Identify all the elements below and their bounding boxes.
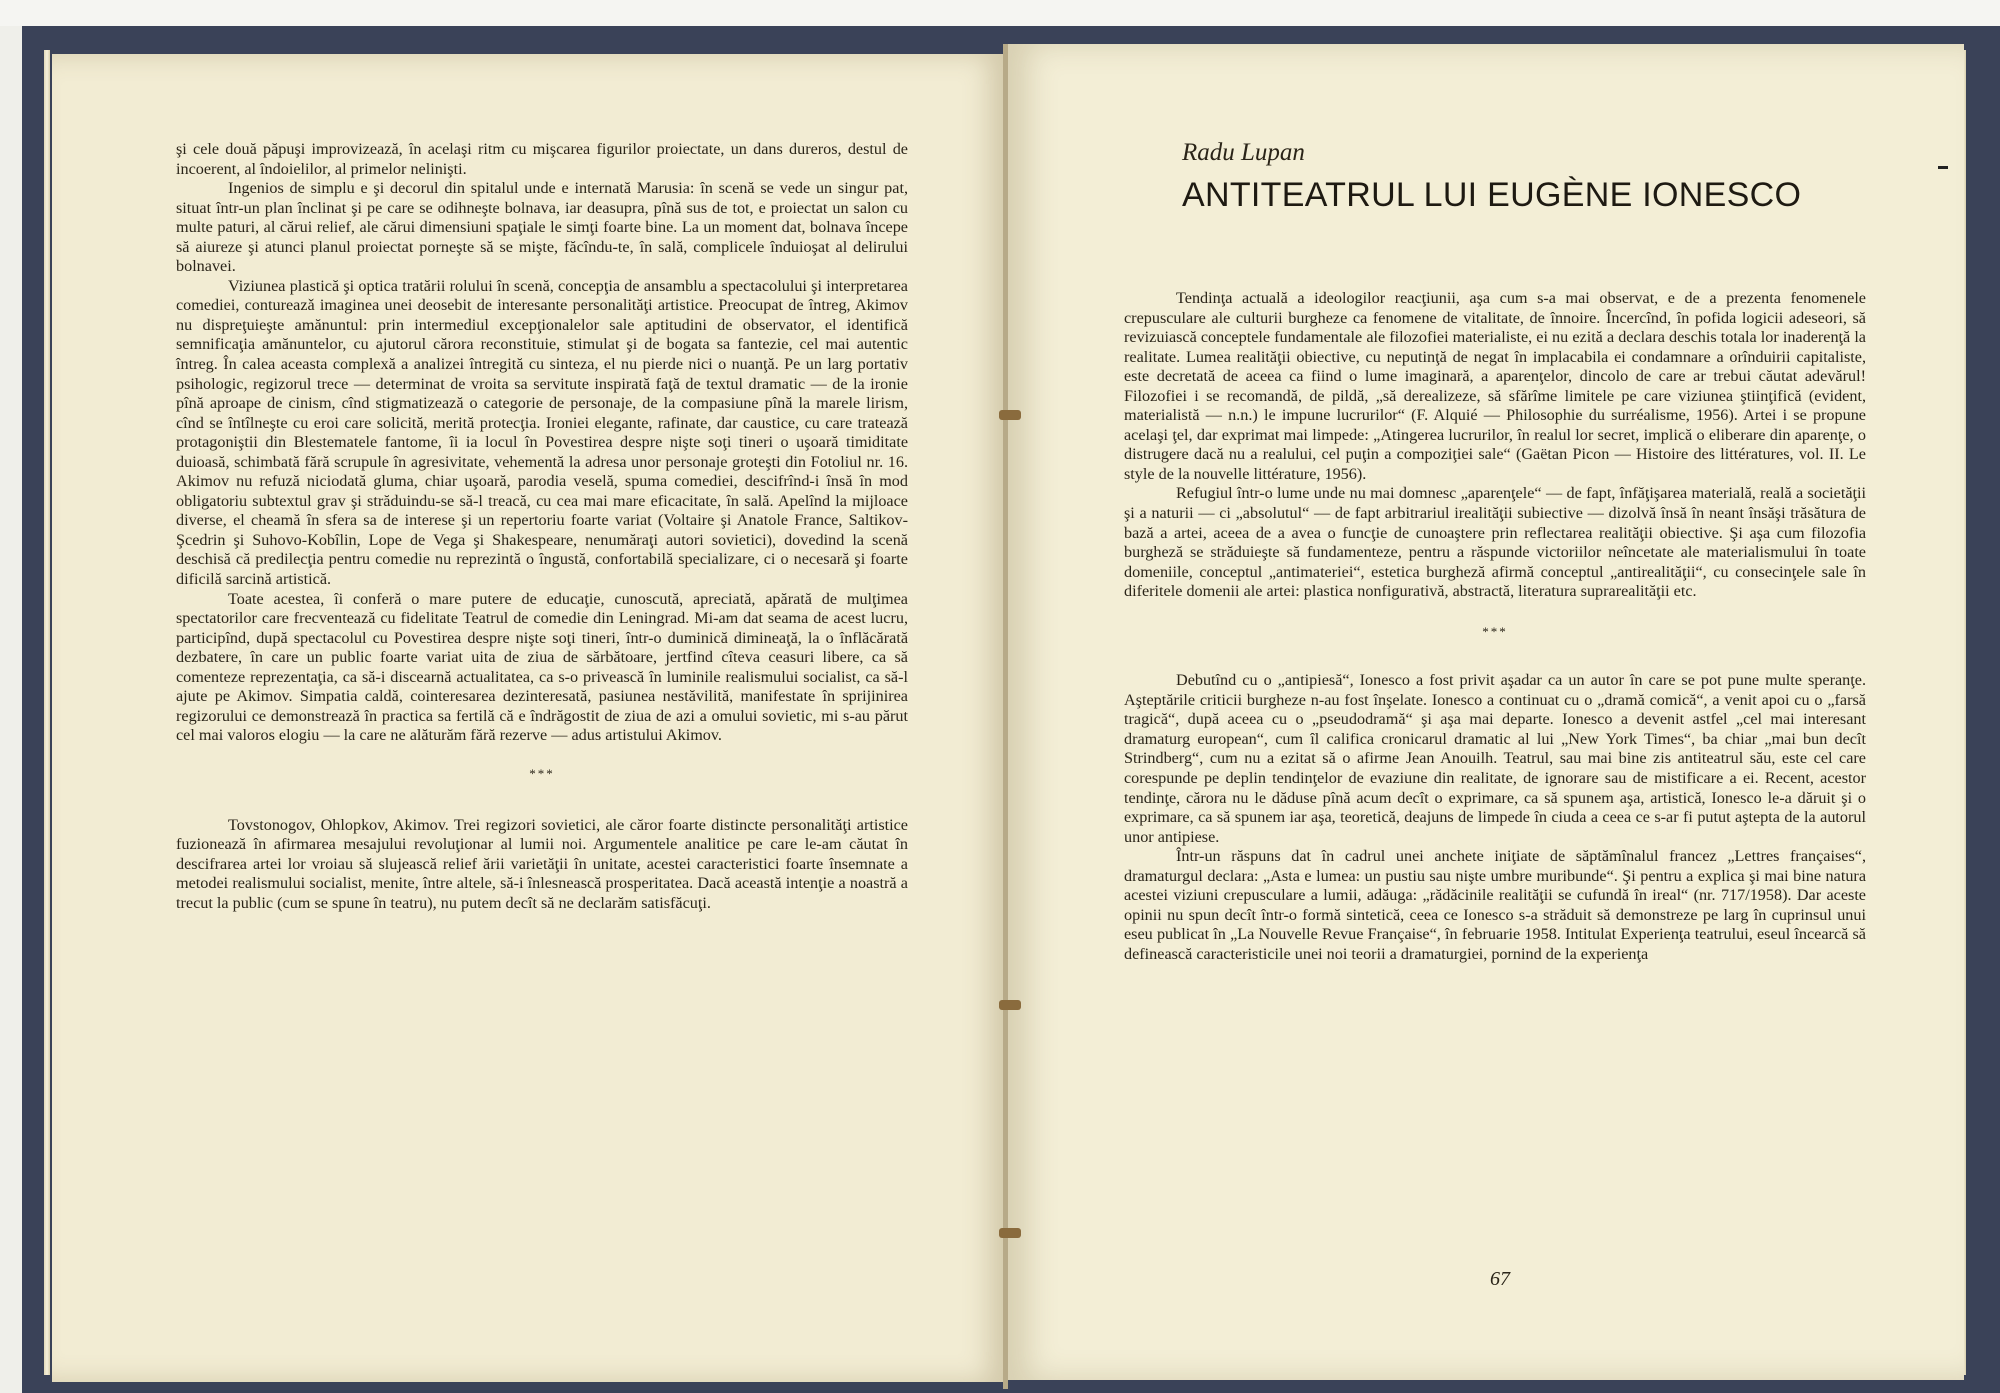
right-page-text: [1124, 289, 1866, 965]
article-title: ANTITEATRUL LUI EUGÈNE IONESCO: [1182, 176, 1802, 214]
book-gutter: [1003, 44, 1008, 1389]
page-number: 67: [1490, 1268, 1510, 1290]
right-paragraph: Tendinţa actuală a ideologilor reacţiunii, aşa cum s-a mai observat, e de a prezenta fenomenele crepusculare ale culturii burgheze ca fenomene de vitalitate, de înnoire. Încercînd, în pofida logicii adeseori, să revizuiască conceptele fundamentale ale filozofiei materialiste, ei nu ezită a declara deschis totala lor inaderenţă la realitate. Lumea realităţii obiective, cu neputinţă de negat în implacabila ei condamnare a orînduirii capitaliste, este decretată de aceea ca fiind o lume imaginară, a aparenţelor, dincolo de care ar trebui căutat adevărul! Filozofiei i se recomandă, de pildă, „să derealizeze, să sfărîme limitele pe care viziunea ştiinţifică (evident, materialistă — n.n.) le impune lucrurilor“ (F. Alquié — Philosophie du surréalisme, 1956). Artei i se propune acelaşi ţel, dar exprimat mai limpede: „Atingerea lucrurilor, în realul lor secret, implică o eliberare din aparenţe, o distrugere dacă nu a realului, cel puţin a compoziţiei sale“ (Gaëtan Picon — Histoire des littératures, vol. II. Le style de la nouvelle littérature, 1956).: [1124, 289, 1866, 483]
binding-stitch: [999, 410, 1021, 420]
margin-mark: [1938, 166, 1948, 169]
right-paragraph: Într-un răspuns dat în cadrul unei anchete iniţiate de săptămînalul francez „Lettres françaises“, dramaturgul declara: „Asta e lumea: un pustiu sau nişte umbre muribunde“. Şi pentru a explica şi mai bine natura acestei viziuni crepusculare a lumii, adăuga: „rădăcinile realităţii se cufundă în ireal“ (nr. 717/1958). Dar aceste opinii nu spun decît într-o formă sintetică, ceea ce Ionesco s-a străduit să demonstreze pe larg în cuprinsul unui eseu publicat în „La Nouvelle Revue Française“, în februarie 1958. Intitulat Experienţa teatrului, eseul încearcă să definească caracteristicile unei noi teorii a dramaturgiei, pornind de la experienţa: [1124, 847, 1866, 963]
left-paragraph: Viziunea plastică şi optica tratării rolului în scenă, concepţia de ansamblu a spectacolului şi interpretarea comediei, contureazǎ imaginea unei deosebit de interesante personalităţi artistice. Preocupat de întreg, Akimov nu dispreţuieşte amănuntul: prin intermediul excepţionalelor sale aptitudini de observator, el identifică semnificaţia amănuntelor, cu ajutorul cărora reconstituie, stimulat şi de bogata sa fantezie, cel mai autentic întreg. În calea aceasta complexă a analizei întregită cu sinteza, el nu pierde nici o nuanţă. Pe un larg portativ psihologic, regizorul trece — determinat de vroita sa servitute inspirată faţă de textul dramatic — de la ironie pînă aproape de cinism, cînd stigmatizează o categorie de personaje, de la compasiune pînă la marele lirism, cînd se întîlneşte cu eroi care solicită, merită protecţia. Ironiei elegante, rafinate, dar caustice, cu care tratează protagoniştii din Blestematele fantome, îi ia locul în Povestirea despre nişte soţi tineri o uşoară timiditate duioasă, schimbată fără scrupule în agresivitate, vehementă la adresa unor personaje groteşti din Fotoliul nr. 16. Akimov nu refuză niciodată gluma, chiar uşoară, parodia veselă, spuma comediei, descifrînd-i însă în mod obligatoriu subtextul grav şi străduindu-se să-l treacă, cu cea mai mare eficacitate, în sală. Apelînd la mijloace diverse, el cheamă în sfera sa de interese şi un repertoriu foarte variat (Voltaire şi Anatole France, Saltikov-Şcedrin şi Suhovo-Kobîlin, Lope de Vega şi Shakespeare, nenumăraţi autori sovietici), dovedind la scenă deschisă că predilecţia pentru comedie nu reprezintă o îngustă, confortabilă specializare, ci o necesară şi foarte dificilă sarcină artistică.: [176, 276, 908, 589]
binding-stitch: [999, 1228, 1021, 1238]
left-paragraph: Toate acestea, îi conferă o mare putere de educaţie, cunoscută, apreciată, apărată de mulţimea spectatorilor care frecventează cu fidelitate Teatrul de comedie din Leningrad. Mi-am dat seama de acest lucru, participînd, după spectacolul cu Povestirea despre nişte soţi tineri, într-o duminică dimineaţă, la o înflăcărată dezbatere, în care un public foarte variat uita de ziua de sărbătoare, jertfind cîteva ceasuri libere, ca să comenteze reprezentaţia, ca să-i discearnă actualitatea, ca s-o privească în luminile realismului socialist, ca să-l ajute pe Akimov. Simpatia caldă, cointeresarea dezinteresată, pasiunea nestăvilită, manifestate în sprijinirea regizorului ce demonstrează în practica sa fertilă că e îndrăgostit de ziua de azi a omului sovietic, mi s-au părut cel mai valoros elogiu — la care ne alăturăm fără rezerve — adus artistului Akimov.: [176, 589, 908, 745]
right-paragraph: Refugiul într-o lume unde nu mai domnesc „aparenţele“ — de fapt, înfăţişarea materială, reală a societăţii şi a naturii — ci „absolutul“ — de fapt arbitrariul irealităţii subiective — dizolvă însă în neant însăşi trăsătura de bază a artei, aceea de a avea o funcţie de cunoaştere prin reflectarea realităţii obiective. Şi aşa cum filozofia burgheză se străduieşte să fundamenteze, pentru a răspunde victoriilor neîncetate ale materialismului în toate domeniile, conceptul „antimateriei“, estetica burgheză afirmă conceptul „antirealităţii“, cu consecinţele sale în diferitele domenii ale artei: plastica nonfigurativă, abstractă, literatura suprarealităţii etc.: [1124, 484, 1866, 601]
section-separator: ***: [529, 765, 555, 781]
left-closing-paragraph: Tovstonogov, Ohlopkov, Akimov. Trei regizori sovietici, ale căror foarte distincte personalităţi artistice fuzionează în afirmarea mesajului revoluţionar al lumii noi. Argumentele analitice pe care le-am căutat în descifrarea artei lor vroiau să slujească relief ării varietăţii în unitate, acestei caracteristici foarte însemnate a metodei realismului socialist, menite, între altele, să-i înlesnească prosperitatea. Dacă această intenţie a noastră a trecut la public (cum se spune în teatru), nu putem decît să ne declarăm satisfăcuţi.: [176, 815, 908, 912]
left-page-text: [176, 140, 908, 913]
section-separator: ***: [1482, 623, 1508, 639]
left-paragraph: Ingenios de simplu e şi decorul din spitalul unde e internată Marusia: în scenă se vede un singur pat, situat într-un plan înclinat şi pe care se odihneşte bolnava, iar deasupra, pînă sus de tot, e proiectat un salon cu multe paturi, al cărui relief, ale cărui dimensiuni spaţiale le simţi foarte bine. La un moment dat, bolnava începe să aiureze şi atunci planul proiectat porneşte să se mişte, făcîndu-te, în sală, complicele înduioşat al delirului bolnavei.: [176, 179, 908, 276]
left-paragraph: şi cele două păpuşi improvizează, în acelaşi ritm cu mişcarea figurilor proiectate, un dans dureros, destul de incoerent, al îndoielilor, al primelor nelinişti.: [176, 140, 908, 178]
article-author: Radu Lupan: [1182, 139, 1305, 166]
left-page-edge: [44, 50, 50, 1375]
scanner-top-strip: [0, 0, 2000, 26]
binding-stitch: [999, 1000, 1021, 1010]
right-paragraph: Debutînd cu o „antipiesă“, Ionesco a fost privit aşadar ca un autor în care se pot pune multe speranţe. Aşteptările criticii burgheze n-au fost înşelate. Ionesco a continuat cu o „dramă comică“, a venit apoi cu o „farsă tragică“, după aceea cu o „pseudodramă“ şi aşa mai departe. Ionesco a devenit astfel „cel mai interesant dramaturg european“, cum îl califica cronicarul dramatic al lui „New York Times“, ba chiar „mai bun decît Strindberg“, cum nu a ezitat să o afirme Jean Anouilh. Teatrul, sau mai bine zis antiteatrul său, este cel care corespunde pe deplin tendinţelor de evaziune din realitate, de ignorare sau de mistificare a ei. Recent, acestor tendinţe, cărora nu le dăduse pînă acum decît o exprimare, ca să spunem aşa, artistică, Ionesco le-a dăruit şi o exprimare, ca să spunem iar aşa, teoretică, deajuns de limpede în ciuda a ceea ce s-ar fi putut aştepta de la autorul unor antipiese.: [1124, 671, 1866, 846]
